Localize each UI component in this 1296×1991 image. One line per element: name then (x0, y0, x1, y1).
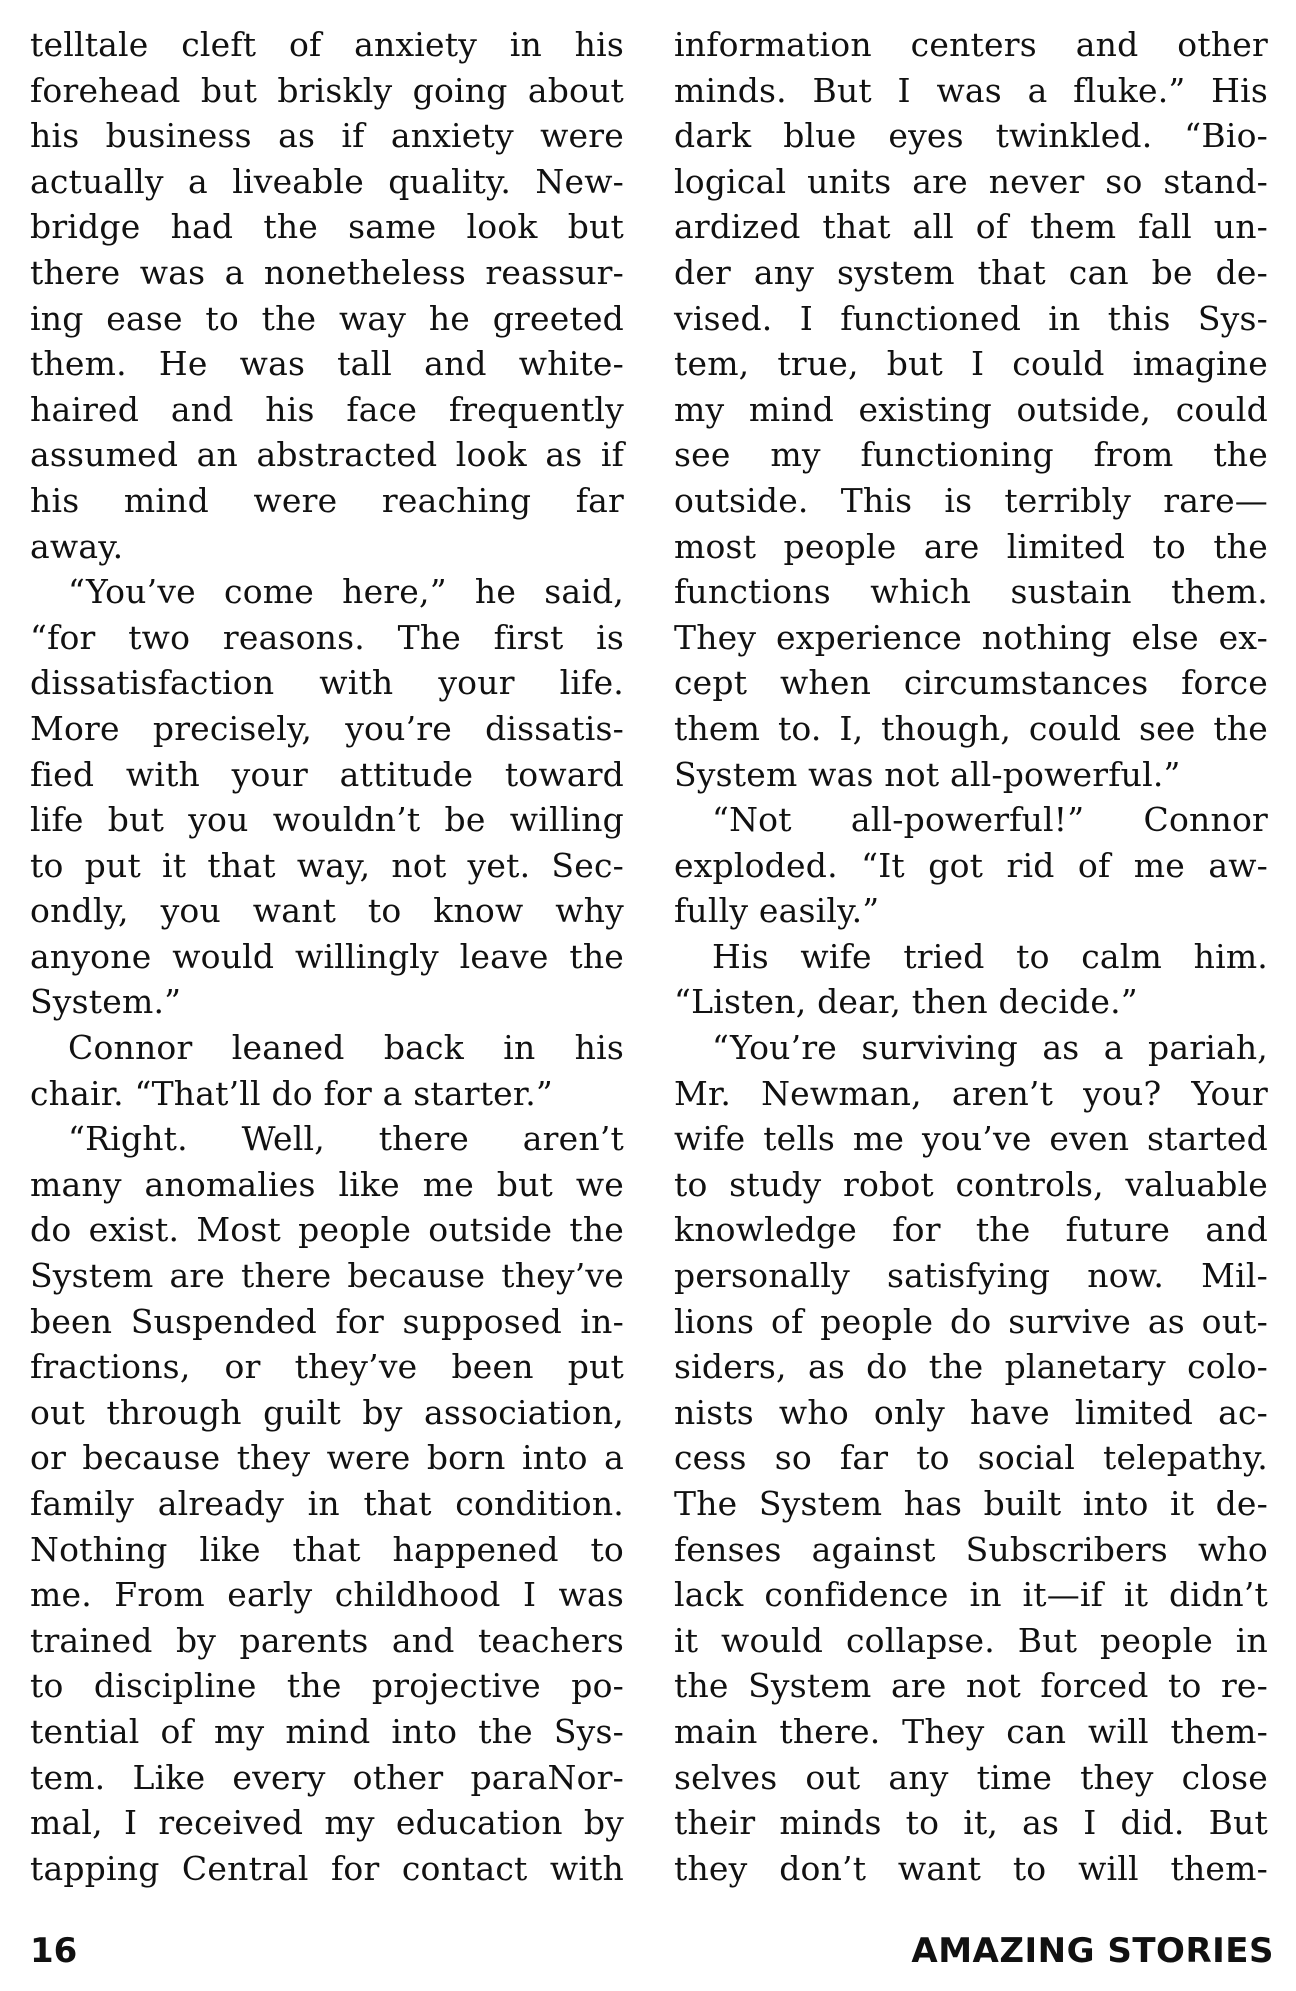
text-line: knowledge for the future and (674, 1210, 1268, 1250)
text-line: there was a nonetheless reassur- (30, 252, 624, 292)
text-line: information centers and other (674, 25, 1268, 64)
text-line: family already in that condition. (30, 1484, 624, 1523)
text-line: mal, I received my education by (30, 1803, 624, 1843)
text-line: dissatisfaction with your life. (30, 663, 624, 703)
text-line: They experience nothing else ex- (674, 617, 1268, 657)
text-line: Mr. Newman, aren’t you? Your (674, 1073, 1268, 1113)
text-line: More precisely, you’re dissatis- (30, 708, 624, 748)
text-line: it would collapse. But people in (674, 1620, 1268, 1660)
text-line: vised. I functioned in this Sys- (674, 298, 1268, 338)
text-line: der any system that can be de- (674, 252, 1268, 292)
text-line: main there. They can will them- (674, 1711, 1268, 1751)
text-line: my mind existing outside, could (674, 389, 1268, 429)
text-line: many anomalies like me but we (30, 1164, 624, 1204)
text-line: Nothing like that happened to (30, 1529, 624, 1569)
text-line: tential of my mind into the Sys- (30, 1711, 624, 1751)
text-line: ing ease to the way he greeted (30, 298, 624, 338)
text-line: personally satisfying now. Mil- (674, 1256, 1268, 1296)
text-line: dark blue eyes twinkled. “Bio- (674, 116, 1268, 156)
text-line: cept when circumstances force (674, 663, 1268, 703)
text-line: them. He was tall and white- (30, 344, 624, 384)
text-line: outside. This is terribly rare— (674, 480, 1268, 520)
text-line: trained by parents and teachers (30, 1620, 624, 1660)
text-line: “You’ve come here,” he said, (68, 572, 624, 612)
text-line: tapping Central for contact with (30, 1848, 624, 1888)
running-head: AMAZING STORIES (911, 1931, 1274, 1971)
text-line: His wife tried to calm him. (712, 936, 1268, 976)
text-line: forehead but briskly going about (30, 70, 624, 110)
text-line: System was not all-powerful.” (674, 754, 1181, 794)
text-line: them to. I, though, could see the (674, 708, 1268, 748)
text-line: been Suspended for supposed in- (30, 1301, 624, 1341)
text-line: fied with your attitude toward (30, 754, 624, 794)
text-line: assumed an abstracted look as if (30, 435, 624, 475)
text-line: out through guilt by association, (30, 1392, 624, 1432)
text-line: nists who only have limited ac- (674, 1392, 1268, 1432)
text-column-right (674, 22, 1268, 1891)
text-line: his mind were reaching far (30, 480, 624, 520)
text-line: exploded. “It got rid of me aw- (674, 845, 1268, 885)
text-line: anyone would willingly leave the (30, 936, 624, 976)
text-line: their minds to it, as I did. But (674, 1803, 1268, 1843)
text-line: logical units are never so stand- (674, 161, 1268, 201)
text-line: “Not all-powerful!” Connor (712, 800, 1268, 840)
text-line: haired and his face frequently (30, 389, 624, 429)
text-line: “for two reasons. The first is (30, 617, 624, 657)
text-line: me. From early childhood I was (30, 1575, 624, 1615)
text-line: to study robot controls, valuable (674, 1164, 1268, 1204)
text-line: fenses against Subscribers who (674, 1529, 1268, 1569)
text-line: cess so far to social telepathy. (674, 1438, 1268, 1478)
text-line: or because they were born into a (30, 1438, 624, 1478)
page-number: 16 (30, 1931, 78, 1971)
text-line: selves out any time they close (674, 1757, 1268, 1797)
text-line: The System has built into it de- (674, 1484, 1268, 1523)
text-line: ardized that all of them fall un- (674, 207, 1268, 247)
text-line: telltale cleft of anxiety in his (30, 25, 624, 64)
text-line: tem. Like every other paraNor- (30, 1757, 624, 1797)
text-line: fractions, or they’ve been put (30, 1347, 624, 1387)
text-line: lack confidence in it—if it didn’t (674, 1575, 1268, 1615)
text-line: fully easily.” (674, 891, 880, 931)
text-line: they don’t want to will them- (674, 1848, 1268, 1888)
text-line: life but you wouldn’t be willing (30, 800, 624, 840)
text-line: away. (30, 526, 124, 566)
text-line: actually a liveable quality. New- (30, 161, 624, 201)
text-line: his business as if anxiety were (30, 116, 624, 156)
text-column-left (30, 22, 624, 1891)
text-line: Connor leaned back in his (68, 1028, 624, 1068)
text-line: siders, as do the planetary colo- (674, 1347, 1268, 1387)
text-line: most people are limited to the (674, 526, 1268, 566)
page-footer (30, 1926, 1274, 1976)
text-line: to discipline the projective po- (30, 1666, 624, 1706)
text-line: wife tells me you’ve even started (674, 1119, 1268, 1159)
text-line: do exist. Most people outside the (30, 1210, 624, 1250)
text-line: functions which sustain them. (674, 572, 1268, 612)
text-line: System.” (30, 982, 182, 1022)
text-line: the System are not forced to re- (674, 1666, 1268, 1706)
text-line: “Right. Well, there aren’t (68, 1119, 624, 1159)
text-line: System are there because they’ve (30, 1256, 624, 1296)
text-line: minds. But I was a fluke.” His (674, 70, 1268, 110)
text-line: “Listen, dear, then decide.” (674, 982, 1138, 1022)
text-line: tem, true, but I could imagine (674, 344, 1268, 384)
text-line: bridge had the same look but (30, 207, 624, 247)
text-line: ondly, you want to know why (30, 891, 624, 931)
text-line: “You’re surviving as a pariah, (712, 1028, 1268, 1068)
text-line: lions of people do survive as out- (674, 1301, 1268, 1341)
text-line: to put it that way, not yet. Sec- (30, 845, 624, 885)
text-line: chair. “That’ll do for a starter.” (30, 1073, 553, 1113)
text-line: see my functioning from the (674, 435, 1268, 475)
